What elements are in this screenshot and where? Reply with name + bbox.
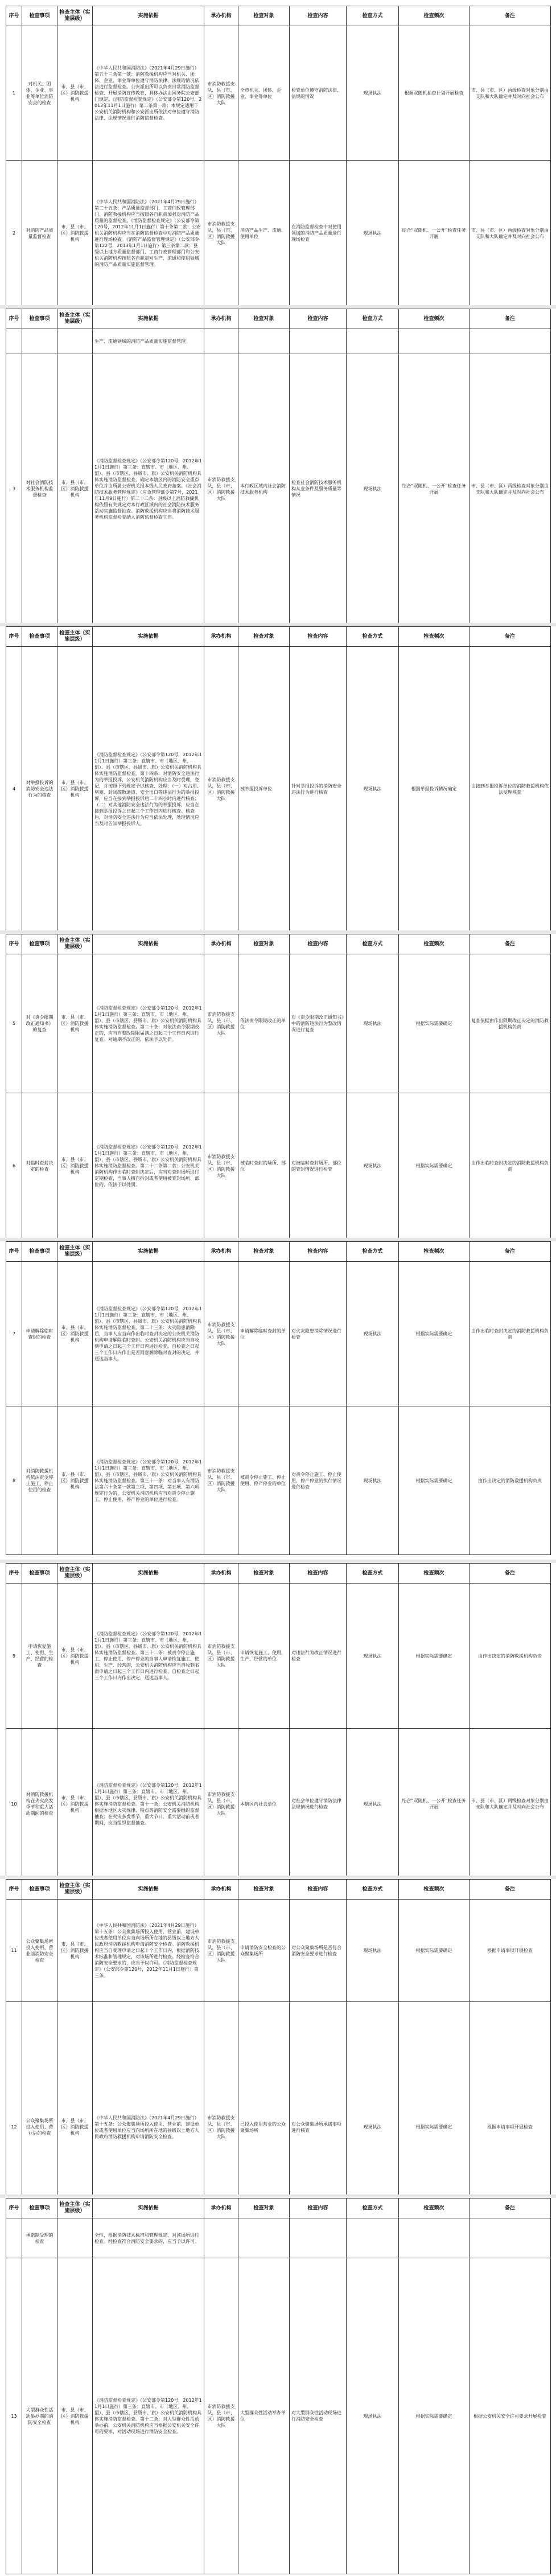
inspection-frequency-cell: 结合“双随机、一公开”检查任务开展: [399, 354, 469, 624]
inspection-method-cell: 现场执法: [347, 26, 399, 161]
inspection-item-cell: 对消防救援机构在火灾高发季节和重大活动期间的检查: [22, 1729, 57, 1880]
row-number-cell: 13: [6, 2258, 22, 2574]
header-row-number: 序号: [6, 934, 22, 954]
inspection-method-cell: 现场执法: [347, 647, 399, 932]
table-header-row: [6, 1242, 551, 1262]
inspection-target-cell: 申请解除临时查封的单位: [238, 1262, 290, 1406]
row-number-cell: 9: [6, 1584, 22, 1729]
header-row-number: 序号: [6, 627, 22, 647]
document-page: [0, 6, 556, 303]
inspection-table: [6, 2198, 551, 2574]
header-inspection-method: 检查方式: [347, 1242, 399, 1262]
inspection-content-cell: 对火灾隐患消除情况进行检查: [290, 1262, 347, 1406]
legal-basis-cell: 《消防监督检查规定》（公安部令第120号，2012年11月1日施行）第三条：直辖市、市（地区、州、盟）、县（市辖区、县级市、旗）公安机关消防机构具体实施消防监督检查。第二十三条：火灾隐患消除后，当事人应当向作出临时查封决定的公安机关消防机构申请解除临时查封。公安机关消防机构应当自收到申请之日起三个工作日内进行检查，自检查之日起三个工作日内作出是否同意解除临时查封的决定，并送达当事人。: [93, 1262, 204, 1406]
header-handling-agency: 承办机构: [204, 309, 238, 329]
header-inspection-subject: 检查主体（实施层级）: [57, 1564, 93, 1584]
header-remarks: 备注: [469, 1880, 551, 1900]
inspection-method-cell: 现场执法: [347, 1093, 399, 1239]
header-legal-basis: 实施依据: [93, 1564, 204, 1584]
row-number-cell: 5: [6, 954, 22, 1093]
inspection-item-cell: [22, 329, 57, 354]
inspection-content-cell: 对被临时查封场所、部位的查封情况进行检查: [290, 1093, 347, 1239]
header-inspection-frequency: 检查频次: [399, 1880, 469, 1900]
inspection-subject-cell: [57, 329, 93, 354]
legal-basis-cell: 全性，根据消防技术标准和管理规定，对该场所进行检查。经检查符合消防安全要求的，应当予以许可。: [93, 2218, 204, 2258]
header-inspection-content: 检查内容: [290, 1564, 347, 1584]
table-header-row: [6, 309, 551, 329]
inspection-subject-cell: 市、县（市、区）消防救援机构: [57, 2258, 93, 2574]
remarks-cell: 复查依据由作出限期改正决定的消防救援机构负责: [469, 954, 551, 1093]
inspection-content-cell: 对大型群众性活动现场进行消防安全检查: [290, 2258, 347, 2574]
table-row: [6, 161, 551, 306]
inspection-frequency-cell: [399, 2218, 469, 2258]
handling-agency-cell: [204, 329, 238, 354]
header-remarks: 备注: [469, 934, 551, 954]
header-row-number: 序号: [6, 2198, 22, 2218]
inspection-content-cell: 对社会单位遵守消防法律法规情况进行检查: [290, 1729, 347, 1880]
inspection-target-cell: [238, 329, 290, 354]
inspection-table: [6, 1241, 551, 1555]
header-handling-agency: 承办机构: [204, 1564, 238, 1584]
inspection-item-cell: 对消防救援机构依法责令停止施工、停止使用的检查: [22, 1406, 57, 1555]
header-row-number: 序号: [6, 1880, 22, 1900]
row-number-cell: 2: [6, 161, 22, 306]
header-legal-basis: 实施依据: [93, 1242, 204, 1262]
handling-agency-cell: [204, 2218, 238, 2258]
inspection-content-cell: 对违法行为改正情况进行检查: [290, 1584, 347, 1729]
inspection-target-cell: 已投入使用营业的公众聚集场所: [238, 2002, 290, 2253]
legal-basis-cell: 《中华人民共和国消防法》（2021年4月29日施行）第二十五条：产品质量监督部门、工商行政管理部门、消防救援机构应当按照各自职责加强对消防产品质量的监督检查。《消防监督检查规定》（公安部令第120号，2012年11月1日施行）第十条第二款：公安机关消防机构应当在消防监督检查中对消防产品质量进行现场检查。《消防产品监督管理规定》（公安部令第122号，2013年1月1日施行）第三条第二款：县级以上地方质量监督部门、工商行政管理部门和公安机关消防机构按照各自职责对生产、流通和使用领域的消防产品质量实施监督管理。: [93, 161, 204, 306]
inspection-item-cell: 申请解除临时查封的检查: [22, 1262, 57, 1406]
inspection-table: [6, 6, 551, 306]
table-row: [6, 354, 551, 624]
header-inspection-frequency: 检查频次: [399, 627, 469, 647]
remarks-cell: 市、县（市、区）两级检查对象分别由支队和大队确定并及时向社会公布: [469, 354, 551, 624]
header-remarks: 备注: [469, 6, 551, 26]
handling-agency-cell: 市消防救援支队，县（市、区）消防救援大队: [204, 647, 238, 932]
legal-basis-cell: 《消防监督检查规定》（公安部令第120号，2012年11月1日施行）第三条：直辖市、市（地区、州、盟）、县（市辖区、县级市、旗）公安机关消防机构具体实施消防监督检查。第十二条：对大型群众性活动举办前，公安机关消防机构应当根据公安机关安全许可的要求，对活动现场进行消防安全检查。: [93, 2258, 204, 2574]
header-inspection-target: 检查对象: [238, 1242, 290, 1262]
inspection-subject-cell: 市、县（市、区）消防救援机构: [57, 647, 93, 932]
inspection-method-cell: 现场执法: [347, 1406, 399, 1555]
inspection-item-cell: 公众聚集场所投入使用、营业前消防安全检查: [22, 1900, 57, 2002]
header-inspection-content: 检查内容: [290, 934, 347, 954]
header-inspection-method: 检查方式: [347, 1564, 399, 1584]
inspection-subject-cell: [57, 2218, 93, 2258]
header-inspection-target: 检查对象: [238, 309, 290, 329]
legal-basis-cell: 《消防监督检查规定》（公安部令第120号，2012年11月1日施行）第三条：直辖市、市（地区、州、盟）、县（市辖区、县级市、旗）公安机关消防机构具体实施消防监督检查。第二十条：对依法责令限期改正的，应当自整改期限届满之日起三个工作日内进行复查。对逾期不改正的，依法予以处罚。: [93, 954, 204, 1093]
inspection-table: [6, 626, 551, 932]
legal-basis-cell: 《消防监督检查规定》（公安部令第120号，2012年11月1日施行）第三条：直辖市、市（地区、州、盟）、县（市辖区、县级市、旗）公安机关消防机构具体实施消防监督检查。第十一条：公安机关消防机构根据本地区火灾规律、特点等消防安全需要组织监督抽查；在火灾多发季节，重大节日、重大活动前或者期间，应当组织监督抽查。: [93, 1729, 204, 1880]
table-row: [6, 26, 551, 161]
header-inspection-subject: 检查主体（实施层级）: [57, 1880, 93, 1900]
inspection-target-cell: 申请恢复施工、使用、生产、经营的单位: [238, 1584, 290, 1729]
inspection-item-cell: 对《责令限期改正通知书》的复查: [22, 954, 57, 1093]
inspection-method-cell: 现场执法: [347, 354, 399, 624]
header-row-number: 序号: [6, 1242, 22, 1262]
inspection-content-cell: [290, 2218, 347, 2258]
header-inspection-method: 检查方式: [347, 2198, 399, 2218]
inspection-frequency-cell: 根据实际需要确定: [399, 1093, 469, 1239]
header-inspection-frequency: 检查频次: [399, 1564, 469, 1584]
row-number-cell: 12: [6, 2002, 22, 2253]
row-number-cell: 10: [6, 1729, 22, 1880]
table-header-row: [6, 627, 551, 647]
handling-agency-cell: 市消防救援支队，县（市、区）消防救援大队: [204, 2002, 238, 2253]
header-inspection-method: 检查方式: [347, 627, 399, 647]
inspection-frequency-cell: [399, 329, 469, 354]
header-inspection-frequency: 检查频次: [399, 1242, 469, 1262]
handling-agency-cell: 市消防救援支队，县（市、区）消防救援大队: [204, 2258, 238, 2574]
inspection-subject-cell: 市、县（市、区）消防救援机构: [57, 1729, 93, 1880]
legal-basis-cell: 《消防监督检查规定》（公安部令第120号，2012年11月1日施行）第三条：直辖市、市（地区、州、盟）、县（市辖区、县级市、旗）公安机关消防机构具体实施消防监督检查。第二十二条第二款：公安机关消防机构作出临时查封决定后，应当对查封场所进行定期检查，当事人擅自拆封或者使用被查封场所、部位的，依法予以处罚。: [93, 1093, 204, 1239]
handling-agency-cell: 市消防救援支队，县（市、区）消防救援大队: [204, 954, 238, 1093]
inspection-item-cell: 对举报投诉的消防安全违法行为的核查: [22, 647, 57, 932]
header-remarks: 备注: [469, 1564, 551, 1584]
remarks-cell: 根据申请事项开展检查: [469, 2002, 551, 2253]
inspection-subject-cell: 市、县（市、区）消防救援机构: [57, 954, 93, 1093]
header-legal-basis: 实施依据: [93, 6, 204, 26]
header-inspection-frequency: 检查频次: [399, 2198, 469, 2218]
header-handling-agency: 承办机构: [204, 6, 238, 26]
inspection-method-cell: 现场执法: [347, 1584, 399, 1729]
header-inspection-subject: 检查主体（实施层级）: [57, 309, 93, 329]
inspection-target-cell: 被责令停止施工、停止使用、停产停业的单位: [238, 1406, 290, 1555]
inspection-method-cell: 现场执法: [347, 161, 399, 306]
handling-agency-cell: 市消防救援支队，县（市、区）消防救援大队: [204, 1406, 238, 1555]
legal-basis-cell: 《消防监督检查规定》（公安部令第120号，2012年11月1日施行）第三条：直辖市、市（地区、州、盟）、县（市辖区、县级市、旗）公安机关消防机构具体实施消防监督检查。第三十一条：对当事人有消防法第六十条第一款第三项、第四项、第五项、第六项规定行为的，公安机关消防机构应当对责令停止施工、停止使用、停产停业的单位进行检查。: [93, 1406, 204, 1555]
inspection-frequency-cell: 结合“双随机、一公开”检查任务开展: [399, 1729, 469, 1880]
inspection-target-cell: 本行政区域内社会消防技术服务机构: [238, 354, 290, 624]
header-inspection-item: 检查事项: [22, 934, 57, 954]
header-inspection-item: 检查事项: [22, 627, 57, 647]
inspection-method-cell: [347, 329, 399, 354]
header-inspection-target: 检查对象: [238, 6, 290, 26]
row-number-cell: 4: [6, 647, 22, 932]
inspection-item-cell: 大型群众性活动举办前的消防安全检查: [22, 2258, 57, 2574]
inspection-table: [6, 1563, 551, 1880]
inspection-content-cell: 对《责令限期改正通知书》中的消防违法行为整改情况进行复查: [290, 954, 347, 1093]
header-remarks: 备注: [469, 2198, 551, 2218]
inspection-item-cell: 公众聚集场所投入使用、营业后的检查: [22, 2002, 57, 2253]
inspection-method-cell: 现场执法: [347, 2258, 399, 2574]
table-row: [6, 1406, 551, 1555]
table-row: [6, 2258, 551, 2574]
table-header-row: [6, 1564, 551, 1584]
header-handling-agency: 承办机构: [204, 627, 238, 647]
header-remarks: 备注: [469, 627, 551, 647]
header-legal-basis: 实施依据: [93, 309, 204, 329]
table-row: [6, 1262, 551, 1406]
inspection-method-cell: 现场执法: [347, 1262, 399, 1406]
header-inspection-frequency: 检查频次: [399, 934, 469, 954]
table-header-row: [6, 1880, 551, 1900]
inspection-target-cell: [238, 2218, 290, 2258]
handling-agency-cell: 市消防救援支队，县（市、区）消防救援大队: [204, 1262, 238, 1406]
header-inspection-subject: 检查主体（实施层级）: [57, 934, 93, 954]
header-inspection-item: 检查事项: [22, 309, 57, 329]
header-inspection-content: 检查内容: [290, 627, 347, 647]
table-row: [6, 1900, 551, 2002]
inspection-table: [6, 309, 551, 624]
remarks-cell: 市、县（市、区）两级检查对象分别由支队和大队确定并及时向社会公布: [469, 161, 551, 306]
row-number-cell: 1: [6, 26, 22, 161]
inspection-subject-cell: 市、县（市、区）消防救援机构: [57, 1262, 93, 1406]
handling-agency-cell: 市消防救援支队，县（市、区）消防救援大队: [204, 1900, 238, 2002]
inspection-subject-cell: 市、县（市、区）消防救援机构: [57, 354, 93, 624]
header-handling-agency: 承办机构: [204, 2198, 238, 2218]
remarks-cell: 由接到举报投诉单位的消防救援机构依法受理核查: [469, 647, 551, 932]
header-inspection-subject: 检查主体（实施层级）: [57, 627, 93, 647]
inspection-method-cell: 现场执法: [347, 954, 399, 1093]
header-row-number: 序号: [6, 309, 22, 329]
inspection-target-cell: 大型群众性活动举办单位: [238, 2258, 290, 2574]
inspection-content-cell: 在消防监督检查中对使用领域的消防产品质量进行现场检查: [290, 161, 347, 306]
legal-basis-cell: 《中华人民共和国消防法》（2021年4月29日施行）第十五条：公众聚集场所投入使用、营业前，建设单位或者使用单位应当向场所所在地的县级以上地方人民政府消防救援机构申请消防安全检查。消防救援机构应当自受理申请之日起十个工作日内，根据消防技术标准和管理规定，对该场所进行检查。经检查符合消防安全要求的，应当予以许可。《消防监督检查规定》（公安部令第120号，2012年11月1日施行）第三条。: [93, 1900, 204, 2002]
handling-agency-cell: 市消防救援支队，县（市、区）消防救援大队: [204, 354, 238, 624]
inspection-subject-cell: 市、县（市、区）消防救援机构: [57, 26, 93, 161]
legal-basis-cell: 《消防监督检查规定》（公安部令第120号，2012年11月1日施行）第三条：直辖市、市（地区、州、盟）、县（市辖区、县级市、旗）公安机关消防机构具体实施消防监督检查。第三十二条：被责令停止施工、停止使用、停产停业的当事人申请恢复施工、使用、生产、经营的，公安机关消防机构应当自收到书面申请之日起三个工作日内进行检查，自检查之日起三个工作日内作出决定，送达当事人。: [93, 1584, 204, 1729]
row-number-cell: 8: [6, 1406, 22, 1555]
inspection-frequency-cell: 根据实际需要确定: [399, 1900, 469, 2002]
inspection-frequency-cell: 根据实际需要确定: [399, 954, 469, 1093]
header-inspection-target: 检查对象: [238, 2198, 290, 2218]
inspection-frequency-cell: 根据举报投诉情况确定: [399, 647, 469, 932]
table-header-row: [6, 934, 551, 954]
inspection-content-cell: [290, 329, 347, 354]
header-row-number: 序号: [6, 1564, 22, 1584]
inspection-subject-cell: 市、县（市、区）消防救援机构: [57, 1093, 93, 1239]
header-inspection-content: 检查内容: [290, 1880, 347, 1900]
handling-agency-cell: 市消防救援支队，县（市、区）消防救援大队: [204, 161, 238, 306]
table-row: [6, 954, 551, 1093]
inspection-subject-cell: 市、县（市、区）消防救援机构: [57, 161, 93, 306]
inspection-content-cell: 检查单位遵守消防法律、法规的情况: [290, 26, 347, 161]
inspection-content-cell: 检查社会消防技术服务机构从业条件及服务质量等情况: [290, 354, 347, 624]
inspection-frequency-cell: 结合“双随机、一公开”检查任务开展: [399, 161, 469, 306]
remarks-cell: 由作出决定的消防救援机构负责: [469, 1406, 551, 1555]
inspection-subject-cell: 市、县（市、区）消防救援机构: [57, 1584, 93, 1729]
inspection-target-cell: 依法责令限期改正的单位: [238, 954, 290, 1093]
header-remarks: 备注: [469, 309, 551, 329]
header-legal-basis: 实施依据: [93, 627, 204, 647]
table-header-row: [6, 2198, 551, 2218]
handling-agency-cell: 市消防救援支队，县（市、区）消防救援大队: [204, 1093, 238, 1239]
inspection-item-cell: 对消防产品质量监督检查: [22, 161, 57, 306]
header-handling-agency: 承办机构: [204, 1242, 238, 1262]
header-inspection-item: 检查事项: [22, 6, 57, 26]
header-inspection-subject: 检查主体（实施层级）: [57, 6, 93, 26]
inspection-item-cell: 对临时查封决定的检查: [22, 1093, 57, 1239]
header-handling-agency: 承办机构: [204, 934, 238, 954]
inspection-method-cell: 现场执法: [347, 1900, 399, 2002]
row-number-cell: 11: [6, 1900, 22, 2002]
inspection-item-cell: 承诺制受理的检查: [22, 2218, 57, 2258]
remarks-cell: [469, 2218, 551, 2258]
row-number-cell: 7: [6, 1262, 22, 1406]
inspection-frequency-cell: 根据实际需要确定: [399, 2002, 469, 2253]
document-page: [0, 626, 556, 928]
table-row: [6, 1093, 551, 1239]
inspection-subject-cell: 市、县（市、区）消防救援机构: [57, 1406, 93, 1555]
inspection-target-cell: 消防产品生产、流通、使用单位: [238, 161, 290, 306]
header-legal-basis: 实施依据: [93, 2198, 204, 2218]
header-inspection-subject: 检查主体（实施层级）: [57, 2198, 93, 2218]
header-remarks: 备注: [469, 1242, 551, 1262]
remarks-cell: 根据公安机关安全许可要求开展检查: [469, 2258, 551, 2574]
handling-agency-cell: 市消防救援支队，县（市、区）消防救援大队: [204, 1729, 238, 1880]
table-row: [6, 2218, 551, 2258]
inspection-subject-cell: 市、县（市、区）消防救援机构: [57, 2002, 93, 2253]
header-inspection-target: 检查对象: [238, 1564, 290, 1584]
header-inspection-item: 检查事项: [22, 1880, 57, 1900]
header-inspection-method: 检查方式: [347, 6, 399, 26]
table-row: [6, 329, 551, 354]
inspection-item-cell: 申请恢复施工、使用、生产、经营的检查: [22, 1584, 57, 1729]
row-number-cell: [6, 329, 22, 354]
handling-agency-cell: 市消防救援支队，县（市、区）消防救援大队: [204, 1584, 238, 1729]
header-inspection-content: 检查内容: [290, 6, 347, 26]
header-row-number: 序号: [6, 6, 22, 26]
header-inspection-target: 检查对象: [238, 627, 290, 647]
document-page: [0, 934, 556, 1236]
remarks-cell: 由作出临时查封决定的消防救援机构负责: [469, 1262, 551, 1406]
inspection-content-cell: 针对举报投诉的消防安全违法行为进行核查: [290, 647, 347, 932]
inspection-method-cell: 现场执法: [347, 2002, 399, 2253]
legal-basis-cell: 生产、流通领域的消防产品质量实施监督管理。: [93, 329, 204, 354]
remarks-cell: 由作出临时查封决定的消防救援机构负责: [469, 1093, 551, 1239]
inspection-frequency-cell: 根据实际需要确定: [399, 2258, 469, 2574]
document-page: [0, 1879, 556, 2192]
header-legal-basis: 实施依据: [93, 934, 204, 954]
inspection-content-cell: 对公众聚集场所是否符合消防安全要求进行检查: [290, 1900, 347, 2002]
inspection-method-cell: 现场执法: [347, 1729, 399, 1880]
legal-basis-cell: 《中华人民共和国消防法》（2021年4月29日施行）第五十三条第一款：消防救援机构应当对机关、团体、企业、事业等单位遵守消防法律、法规的情况依法进行监督检查。公安派出所可以负责日常消防监督检查、开展消防宣传教育，具体办法由国务院公安部门规定。《消防监督检查规定》（公安部令第120号，2012年11月1日施行）第二条第一款：本规定适用于公安机关消防机构和公安派出所依法对单位遵守消防法律、法规情况进行消防监督检查。: [93, 26, 204, 161]
document-page: [0, 2198, 556, 2571]
inspection-frequency-cell: 根据实际需要确定: [399, 1262, 469, 1406]
remarks-cell: [469, 329, 551, 354]
inspection-target-cell: 被举报投诉单位: [238, 647, 290, 932]
header-inspection-item: 检查事项: [22, 1242, 57, 1262]
header-inspection-method: 检查方式: [347, 934, 399, 954]
header-inspection-content: 检查内容: [290, 309, 347, 329]
header-legal-basis: 实施依据: [93, 1880, 204, 1900]
header-inspection-target: 检查对象: [238, 1880, 290, 1900]
inspection-item-cell: 对机关、团体、企业、事业等单位消防安全的检查: [22, 26, 57, 161]
inspection-target-cell: 本辖区内社会单位: [238, 1729, 290, 1880]
legal-basis-cell: 《消防监督检查规定》（公安部令第120号，2012年11月1日施行）第三条：直辖市、市（地区、州、盟）、县（市辖区、县级市、旗）公安机关消防机构具体实施消防监督检查，确定本辖区内的消防安全重点单位并由所属公安机关报本级人民政府备案。《社会消防技术服务管理规定》（应急管理部令第7号，2021年11月9日施行）第二十二条：县级以上消防救援机构依照有关规定对本行政区域内的社会消防技术服务活动实施监督抽查。消防救援机构应当将消防技术服务机构监督检查纳入消防监督检查工作。: [93, 354, 204, 624]
header-inspection-content: 检查内容: [290, 1242, 347, 1262]
inspection-content-cell: 对公众聚集场所承诺事项进行核查: [290, 2002, 347, 2253]
header-inspection-item: 检查事项: [22, 1564, 57, 1584]
header-inspection-target: 检查对象: [238, 934, 290, 954]
inspection-target-cell: 全市机关、团体、企业、事业等单位: [238, 26, 290, 161]
header-inspection-frequency: 检查频次: [399, 6, 469, 26]
table-row: [6, 647, 551, 932]
inspection-method-cell: [347, 2218, 399, 2258]
inspection-item-cell: 对社会消防技术服务机构监督检查: [22, 354, 57, 624]
remarks-cell: 市、县（市、区）两级检查对象分别由支队和大队确定并及时向社会公布: [469, 1729, 551, 1880]
header-inspection-frequency: 检查频次: [399, 309, 469, 329]
document-page: [0, 1563, 556, 1873]
document-page: [0, 309, 556, 621]
remarks-cell: 市、县（市、区）两级检查对象分别由支队和大队确定并及时向社会公布: [469, 26, 551, 161]
header-inspection-subject: 检查主体（实施层级）: [57, 1242, 93, 1262]
header-inspection-content: 检查内容: [290, 2198, 347, 2218]
row-number-cell: [6, 2218, 22, 2258]
inspection-frequency-cell: 根据实际需要确定: [399, 1406, 469, 1555]
remarks-cell: 根据申请事项开展检查: [469, 1900, 551, 2002]
inspection-target-cell: 申请消防安全检查的公众聚集场所: [238, 1900, 290, 2002]
handling-agency-cell: 市消防救援支队，县（市、区）消防救援大队: [204, 26, 238, 161]
inspection-subject-cell: 市、县（市、区）消防救援机构: [57, 1900, 93, 2002]
table-row: [6, 1584, 551, 1729]
remarks-cell: 由作出决定的消防救援机构负责: [469, 1584, 551, 1729]
inspection-content-cell: 对责令停止施工、停止使用、停产停业的执行情况进行检查: [290, 1406, 347, 1555]
inspection-frequency-cell: 根据双随机抽查计划开展检查: [399, 26, 469, 161]
legal-basis-cell: 《消防监督检查规定》（公安部令第120号，2012年11月1日施行）第三条：直辖市、市（地区、州、盟）、县（市辖区、县级市、旗）公安机关消防机构具体实施消防监督检查。第十四条：对消防安全违法行为的举报投诉，公安机关消防机构应当及时受理、登记，并按照下列规定予以核查、处理：（一）对占用、堵塞、封闭疏散通道、安全出口等违法行为的举报投诉，应当在接到举报投诉后二十四小时内进行核查；（二）对其他消防安全违法行为的举报投诉，应当在接到举报投诉之日起三个工作日内进行核查。核查后，对消防安全违法行为应当依法处理，处理情况应当及时告知举报投诉人。: [93, 647, 204, 932]
row-number-cell: 3: [6, 354, 22, 624]
header-inspection-method: 检查方式: [347, 309, 399, 329]
header-inspection-item: 检查事项: [22, 2198, 57, 2218]
header-inspection-method: 检查方式: [347, 1880, 399, 1900]
inspection-frequency-cell: 根据实际需要确定: [399, 1584, 469, 1729]
row-number-cell: 6: [6, 1093, 22, 1239]
legal-basis-cell: 《中华人民共和国消防法》（2021年4月29日施行）第十五条：公众聚集场所投入使用、营业前，建设单位或者使用单位应当向场所所在地的县级以上地方人民政府消防救援机构申请消防安全检查。: [93, 2002, 204, 2253]
inspection-table: [6, 934, 551, 1239]
header-handling-agency: 承办机构: [204, 1880, 238, 1900]
document-page: [0, 1241, 556, 1557]
table-header-row: [6, 6, 551, 26]
table-row: [6, 1729, 551, 1880]
inspection-target-cell: 被临时查封的场所、部位: [238, 1093, 290, 1239]
